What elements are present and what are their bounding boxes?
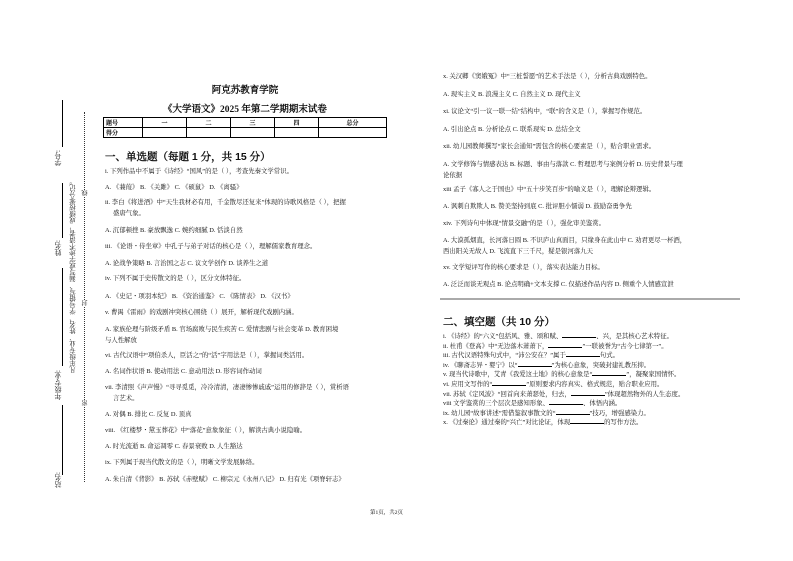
item-text: v. 现当代诗歌中，艾青《我爱这土地》的核心意象是“ (443, 371, 593, 379)
item-text: ix. 幼儿园“故事讲述”需借鉴叙事散文的“ (443, 409, 556, 417)
fill-blank-item (443, 417, 642, 427)
item-text: 、兴，是其核心艺术特征。 (596, 333, 673, 340)
question-stem: 盛唐气象。 (113, 209, 145, 217)
table-header: 四 (275, 118, 319, 128)
question-options: A. 《蒹葭》 B. 《关雎》 C. 《硕鼠》 D. 《离骚》 (105, 184, 243, 191)
table-header: 三 (231, 118, 275, 128)
section1-heading: 一、单选题（每题 1 分，共 15 分） (105, 151, 271, 163)
question-stem: xi. 议论文“引一议一联一结”结构中，“联”的含义是（ ），掌握写作规范。 (443, 108, 647, 115)
answer-blank[interactable] (570, 417, 604, 424)
item-text: 、体悟内涵。 (582, 400, 622, 408)
table-header: 总分 (319, 118, 387, 128)
margin-line (62, 405, 63, 475)
seal-mark: 密 (83, 400, 89, 406)
question-options: A. 《史记・项羽本纪》 B. 《资治通鉴》 C. 《陈情表》 D. 《汉书》 (105, 293, 294, 300)
question-stem: ix. 下列属于现当代散文的是（ ），明晰文学发展脉络。 (105, 459, 259, 466)
table-header: 题号 (104, 118, 143, 128)
score-table (103, 117, 387, 138)
divider (440, 298, 740, 300)
question-options: 论依据 (443, 171, 463, 179)
answer-blank[interactable] (562, 331, 596, 338)
exam-title: 《大学语文》2025 年第二学期期末试卷 (163, 105, 327, 115)
question-options: A. 时光流逝 B. 命运凋零 C. 春景衰败 D. 人生豁达 (105, 443, 243, 450)
answer-blank[interactable] (592, 369, 626, 376)
item-text: ”技巧，增强感染力。 (589, 409, 650, 417)
table-header: 一 (143, 118, 187, 128)
item-text: iv. 《聊斋志异・婴宁》以“ (443, 361, 518, 369)
item-text: ”体现超然物外的人生态度。 (604, 390, 685, 398)
question-options: A. 沉郁顿挫 B. 豪放飘逸 C. 婉约细腻 D. 恬淡自然 (105, 227, 243, 234)
question-stem: xiv. 下列诗句中体现“情景交融”的是（ ），强化审美鉴赏。 (443, 220, 605, 227)
item-text: viii 文学鉴赏的三个层次是感知形象、 (443, 400, 549, 408)
fill-blank-item (443, 408, 650, 418)
score-cell (231, 128, 275, 138)
question-stem: iii. 《论语・侍坐章》中孔子与弟子对话的核心是（ ），理解儒家教育理念。 (105, 243, 317, 250)
answer-blank[interactable] (556, 408, 590, 415)
item-text: vii. 苏轼《定风波》“回首向来萧瑟处，归去， (443, 390, 571, 398)
question-options: A. 引出论点 B. 分析论点 C. 联系现实 D. 总结全文 (443, 126, 581, 133)
question-options: A. 讽刺自欺欺人 B. 赞美坚持到底 C. 批评胆小懦弱 D. 鼓励奋勇争先 (443, 203, 632, 210)
section2-heading: 二、填空题（共 10 分） (443, 316, 556, 328)
table-header: 二 (187, 118, 231, 128)
question-stem: i. 下列作品中不属于《诗经》“国风”的是（ ），考查先秦文学常识。 (105, 168, 293, 175)
item-text: ii. 杜甫《登高》中“无边落木萧萧下， (443, 342, 549, 350)
question-options: A. 泛泛而谈无观点 B. 论点明确+文本支撑 C. 仅描述作品内容 D. 侧重个人情感宣泄 (443, 281, 674, 288)
question-stem: xv. 文学短评写作的核心要求是（ ），落实表达能力目标。 (443, 264, 604, 271)
margin-line (62, 183, 63, 238)
fill-blank-item (443, 369, 680, 379)
question-options: A. 对偶 B. 排比 C. 反复 D. 顶真 (105, 411, 192, 418)
page-number: 第1页，共2页 (370, 510, 404, 516)
question-options: 西出阳关无故人 D. 飞流直下三千尺，疑是银河落九天 (443, 247, 594, 255)
question-stem: vii. 李清照《声声慢》“寻寻觅觅，冷冷清清，凄凄惨惨戚戚”运用的修辞是（ ），赏析语 (105, 384, 350, 391)
item-text: i. 《诗经》的“六义”包括风、雅、颂和赋、 (443, 333, 563, 340)
seal-mark: 封 (83, 300, 89, 306)
question-options: A. 大漠孤烟直，长河落日圆 B. 不识庐山真面目，只缘身在此山中 C. 劝君更尽一杯酒， (443, 237, 687, 244)
grade-major-label: 年级专业: (54, 370, 62, 400)
answer-blank[interactable] (548, 341, 582, 348)
score-table-row (104, 128, 387, 138)
score-cell (319, 128, 387, 138)
item-text: ”为核心意象，突破封建礼教压抑。 (551, 361, 651, 369)
answer-blank[interactable] (549, 398, 583, 405)
school-name: 阿克苏教育学院 (211, 86, 279, 96)
fill-blank-item (443, 350, 619, 360)
seal-mark: 线 (83, 190, 89, 196)
score-cell (143, 128, 187, 138)
question-options: A. 文学修饰与情感表达 B. 标题、事由与落款 C. 哲理思考与案例分析 D. 历史背景与理 (443, 161, 683, 168)
fill-blank-item (443, 389, 684, 399)
score-cell (275, 128, 319, 138)
question-options: A. 名词作状语 B. 使动用法 C. 意动用法 D. 形容词作动词 (105, 368, 262, 375)
question-stem: v. 曹禺《雷雨》的戏剧冲突核心围绕（ ）展开，解析现代戏剧内涵。 (105, 309, 298, 316)
fill-blank-item (443, 341, 668, 351)
fill-blank-item (443, 331, 673, 341)
score-table-header-row (104, 118, 387, 128)
station-label: 站名: (54, 472, 62, 488)
name-label: 姓名: (54, 240, 62, 256)
item-text: vi. 应用文写作的“ (443, 381, 493, 388)
seal-line (84, 112, 85, 482)
margin-line (62, 268, 63, 366)
binding-notice: 凡年级专业、姓名、学号错写、漏写或字迹不清者，成绩按零分记。 (70, 178, 77, 373)
item-text: iii. 古代汉语特殊句式中，“沛公安在？”属于 (443, 352, 566, 360)
question-options: 与人性解放 (105, 336, 137, 344)
answer-blank[interactable] (518, 360, 552, 367)
question-stem: ii. 李白《将进酒》中“天生我材必有用，千金散尽还复来”体现的诗歌风格是（ ），把握 (105, 199, 346, 206)
answer-blank[interactable] (492, 379, 526, 386)
score-cell (187, 128, 231, 138)
answer-blank[interactable] (566, 350, 600, 357)
question-options: A. 现实主义 B. 浪漫主义 C. 自然主义 D. 现代主义 (443, 91, 581, 98)
question-options: A. 论战争策略 B. 言治国之志 C. 议文学创作 D. 谈养生之道 (105, 260, 269, 267)
item-text: ”一联被誉为“古今七律第一”。 (582, 342, 668, 350)
question-stem: viii. 《红楼梦・黛玉葬花》中“落花”意象象征（ ），解读古典小说隐喻。 (105, 427, 307, 434)
item-text: 的写作方法。 (604, 419, 643, 427)
item-text: 句式。 (599, 352, 620, 360)
fill-blank-item (443, 398, 621, 408)
question-stem: 言艺术。 (113, 394, 139, 402)
row-label: 得分 (104, 128, 143, 138)
answer-blank[interactable] (571, 389, 605, 396)
question-stem: x. 关汉卿《窦娥冤》中“三桩誓愿”的艺术手法是（ ），分析古典戏剧特色。 (443, 73, 652, 80)
question-options: A. 家族伦理与阶级矛盾 B. 官场腐败与民生疾苦 C. 爱情悲剧与社会变革 D. 教育困境 (105, 326, 339, 333)
item-text: ”原则要求内容真实、格式规范，贴合职业应用。 (526, 381, 664, 388)
margin-line (62, 100, 63, 147)
fill-blank-item (443, 360, 650, 370)
question-stem: iv. 下列不属于史传散文的是（ ），区分文体特征。 (105, 275, 246, 282)
question-stem: xii. 幼儿园教师撰写“家长会通知”需包含的核心要素是（ ），贴合职业需求。 (443, 143, 656, 150)
question-stem: xiii 孟子《寡人之于国也》中“五十步笑百步”的喻义是（ ），理解论辩逻辑。 (443, 186, 656, 193)
question-stem: vi. 古代汉语中“项伯杀人，臣活之”的“活”字用法是（ ），掌握词类活用。 (105, 352, 309, 359)
item-text: x. 《过秦论》通过秦的“兴亡”对比论证，体现 (443, 419, 571, 427)
fill-blank-item (443, 379, 663, 389)
item-text: ”，凝聚家国情怀。 (626, 371, 681, 379)
question-options: A. 朱自清《背影》 B. 苏轼《赤壁赋》 C. 柳宗元《永州八记》 D. 归有光《项脊轩志》 (105, 476, 345, 483)
student-id-label: 学号: (54, 150, 62, 166)
